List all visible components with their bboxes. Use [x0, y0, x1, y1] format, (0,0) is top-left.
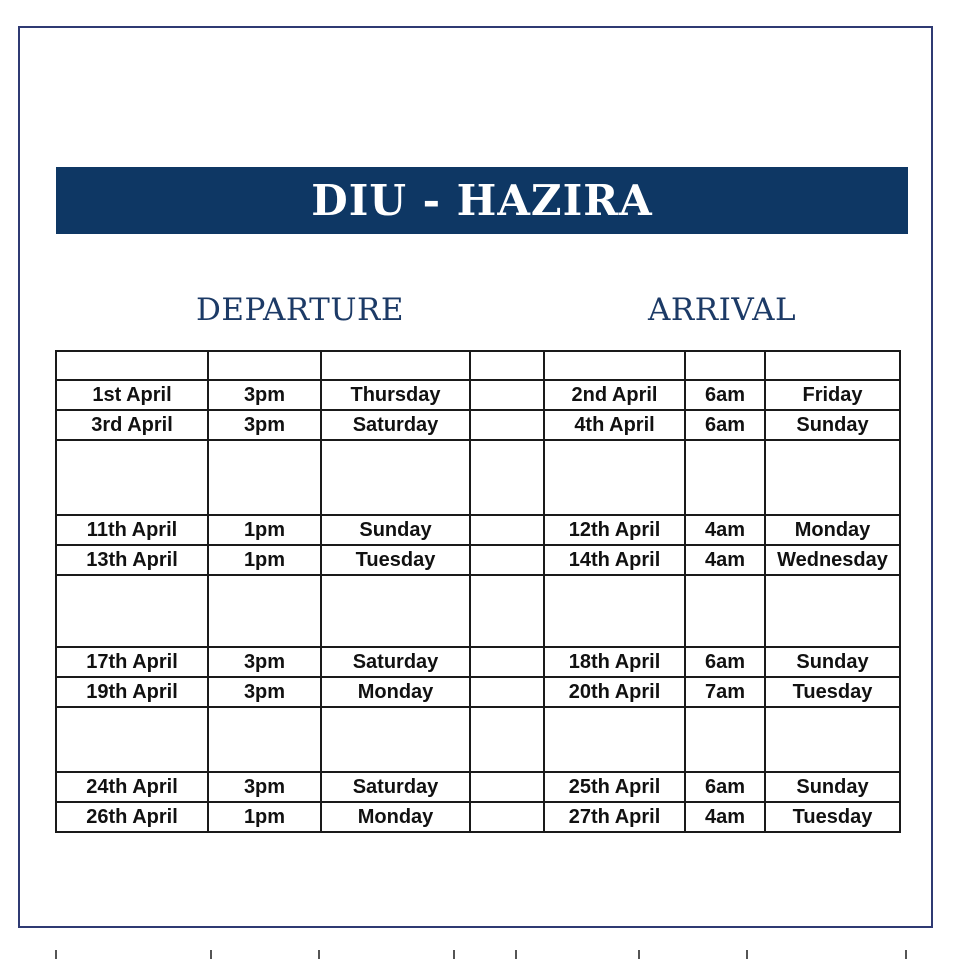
blank-cell — [765, 707, 900, 772]
blank-cell — [470, 440, 544, 515]
route-title-banner — [56, 167, 908, 234]
blank-cell — [685, 440, 765, 515]
blank-cell — [321, 707, 470, 772]
arrival-time-cell: 6am — [685, 410, 765, 440]
blank-cell — [685, 707, 765, 772]
arrival-time-cell: 6am — [685, 380, 765, 410]
arrival-day-cell: Tuesday — [765, 802, 900, 832]
arrival-day-cell: Friday — [765, 380, 900, 410]
table-row — [56, 410, 900, 440]
blank-cell — [321, 575, 470, 647]
departure-date-cell: 17th April — [56, 647, 208, 677]
arrival-day-cell: Tuesday — [765, 677, 900, 707]
blank-cell — [56, 351, 208, 380]
spacer-cell — [470, 772, 544, 802]
blank-row — [56, 575, 900, 647]
arrival-day-cell: Sunday — [765, 647, 900, 677]
spacer-cell — [470, 410, 544, 440]
blank-cell — [321, 351, 470, 380]
arrival-heading: ARRIVAL — [648, 292, 797, 328]
arrival-date-cell: 4th April — [544, 410, 685, 440]
arrival-time-cell: 6am — [685, 647, 765, 677]
departure-day-cell: Saturday — [321, 772, 470, 802]
arrival-time-cell: 4am — [685, 802, 765, 832]
table-row — [56, 545, 900, 575]
blank-cell — [56, 440, 208, 515]
blank-cell — [470, 575, 544, 647]
arrival-time-cell: 6am — [685, 772, 765, 802]
blank-cell — [765, 351, 900, 380]
arrival-date-cell: 27th April — [544, 802, 685, 832]
departure-day-cell: Saturday — [321, 410, 470, 440]
departure-time-cell: 1pm — [208, 515, 321, 545]
blank-row — [56, 707, 900, 772]
blank-cell — [470, 351, 544, 380]
blank-cell — [56, 707, 208, 772]
table-row — [56, 380, 900, 410]
departure-time-cell: 3pm — [208, 410, 321, 440]
spacer-cell — [470, 545, 544, 575]
blank-cell — [321, 440, 470, 515]
table-row — [56, 647, 900, 677]
departure-time-cell: 1pm — [208, 545, 321, 575]
blank-cell — [208, 575, 321, 647]
arrival-date-cell: 25th April — [544, 772, 685, 802]
arrival-date-cell: 14th April — [544, 545, 685, 575]
arrival-time-cell: 4am — [685, 545, 765, 575]
departure-date-cell: 13th April — [56, 545, 208, 575]
table-row — [56, 515, 900, 545]
table-row — [56, 772, 900, 802]
arrival-day-cell: Monday — [765, 515, 900, 545]
departure-time-cell: 3pm — [208, 647, 321, 677]
blank-cell — [544, 440, 685, 515]
departure-time-cell: 1pm — [208, 802, 321, 832]
blank-cell — [544, 351, 685, 380]
arrival-date-cell: 18th April — [544, 647, 685, 677]
blank-cell — [470, 707, 544, 772]
departure-date-cell: 26th April — [56, 802, 208, 832]
departure-date-cell: 11th April — [56, 515, 208, 545]
departure-time-cell: 3pm — [208, 772, 321, 802]
arrival-day-cell: Wednesday — [765, 545, 900, 575]
departure-day-cell: Sunday — [321, 515, 470, 545]
arrival-day-cell: Sunday — [765, 410, 900, 440]
departure-heading: DEPARTURE — [196, 292, 404, 328]
departure-day-cell: Tuesday — [321, 545, 470, 575]
departure-time-cell: 3pm — [208, 677, 321, 707]
blank-cell — [544, 707, 685, 772]
departure-date-cell: 19th April — [56, 677, 208, 707]
blank-row — [56, 440, 900, 515]
bottom-edge-marks — [0, 950, 960, 959]
blank-cell — [685, 351, 765, 380]
departure-day-cell: Thursday — [321, 380, 470, 410]
blank-cell — [208, 351, 321, 380]
departure-time-cell: 3pm — [208, 380, 321, 410]
blank-cell — [544, 575, 685, 647]
spacer-cell — [470, 647, 544, 677]
departure-day-cell: Monday — [321, 802, 470, 832]
spacer-cell — [470, 515, 544, 545]
blank-cell — [685, 575, 765, 647]
departure-date-cell: 3rd April — [56, 410, 208, 440]
table-row — [56, 802, 900, 832]
spacer-cell — [470, 802, 544, 832]
blank-cell — [56, 575, 208, 647]
departure-date-cell: 1st April — [56, 380, 208, 410]
spacer-cell — [470, 380, 544, 410]
table-row — [56, 677, 900, 707]
blank-cell — [765, 575, 900, 647]
departure-day-cell: Monday — [321, 677, 470, 707]
arrival-date-cell: 12th April — [544, 515, 685, 545]
route-title: DIU - HAZIRA — [311, 176, 653, 225]
blank-cell — [765, 440, 900, 515]
arrival-date-cell: 20th April — [544, 677, 685, 707]
departure-date-cell: 24th April — [56, 772, 208, 802]
blank-cell — [208, 440, 321, 515]
blank-row — [56, 351, 900, 380]
arrival-time-cell: 7am — [685, 677, 765, 707]
arrival-day-cell: Sunday — [765, 772, 900, 802]
schedule-table — [55, 350, 901, 833]
arrival-date-cell: 2nd April — [544, 380, 685, 410]
departure-day-cell: Saturday — [321, 647, 470, 677]
blank-cell — [208, 707, 321, 772]
arrival-time-cell: 4am — [685, 515, 765, 545]
spacer-cell — [470, 677, 544, 707]
